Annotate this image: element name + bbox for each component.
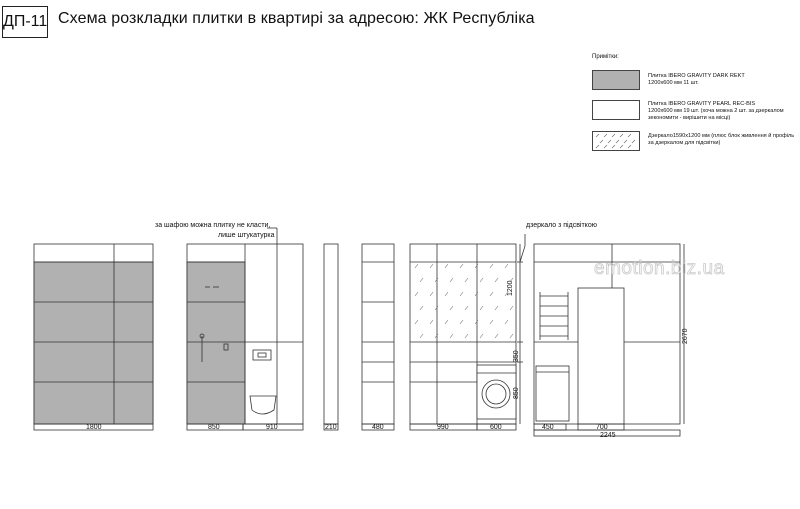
wall-4 <box>362 244 394 430</box>
dim-wall1-width: 1800 <box>86 424 102 431</box>
dim-wall6-height: 2670 <box>682 328 689 344</box>
dim-wall5-left: 990 <box>437 424 449 431</box>
legend-title: Примітки: <box>592 54 619 60</box>
dim-wall6-left: 450 <box>542 424 554 431</box>
dim-wall3-width: 210 <box>325 424 337 431</box>
watermark: emotion.biz.ua <box>594 258 725 279</box>
wall-3 <box>324 244 338 430</box>
dim-wall5-h-bottom: 850 <box>513 387 520 399</box>
wall-2 <box>187 228 303 430</box>
dim-wall4-width: 480 <box>372 424 384 431</box>
legend-item-pearl-tile: Плитка IBERO GRAVITY PEARL REC-BIS 1200х600 мм 19 шт. (хоча можна 2 шт. за дзеркалом зекономити - вирішити на місці) <box>648 101 784 121</box>
wardrobe-note-line1: за шафою можна плитку не класти, <box>155 222 271 229</box>
wall-1 <box>34 244 153 430</box>
dim-wall6-mid: 700 <box>596 424 608 431</box>
dim-wall5-right: 600 <box>490 424 502 431</box>
dim-wall2-right: 910 <box>266 424 278 431</box>
wardrobe-note-line2: лише штукатурка <box>218 232 275 239</box>
sheet-title: Схема розкладки плитки в квартирі за адресою: ЖК Республіка <box>58 10 535 27</box>
mirror-note: дзеркало з підсвіткою <box>526 222 597 229</box>
dim-wall5-h-mid: 350 <box>513 350 520 362</box>
legend-item-dark-tile: Плитка IBERO GRAVITY DARK REKT 1200х600 мм 11 шт. <box>648 73 745 86</box>
dim-wall5-h-top: 1200 <box>507 280 514 296</box>
wall-5 <box>410 234 525 430</box>
dim-wall2-left: 850 <box>208 424 220 431</box>
sheet-code: ДП-11 <box>2 6 48 38</box>
dim-wall6-total: 2245 <box>600 432 616 439</box>
legend-item-mirror: Дзеркало1590х1200 мм (плюс блок живлення й профіль за дзеркалом для підсвітки) <box>648 133 795 146</box>
